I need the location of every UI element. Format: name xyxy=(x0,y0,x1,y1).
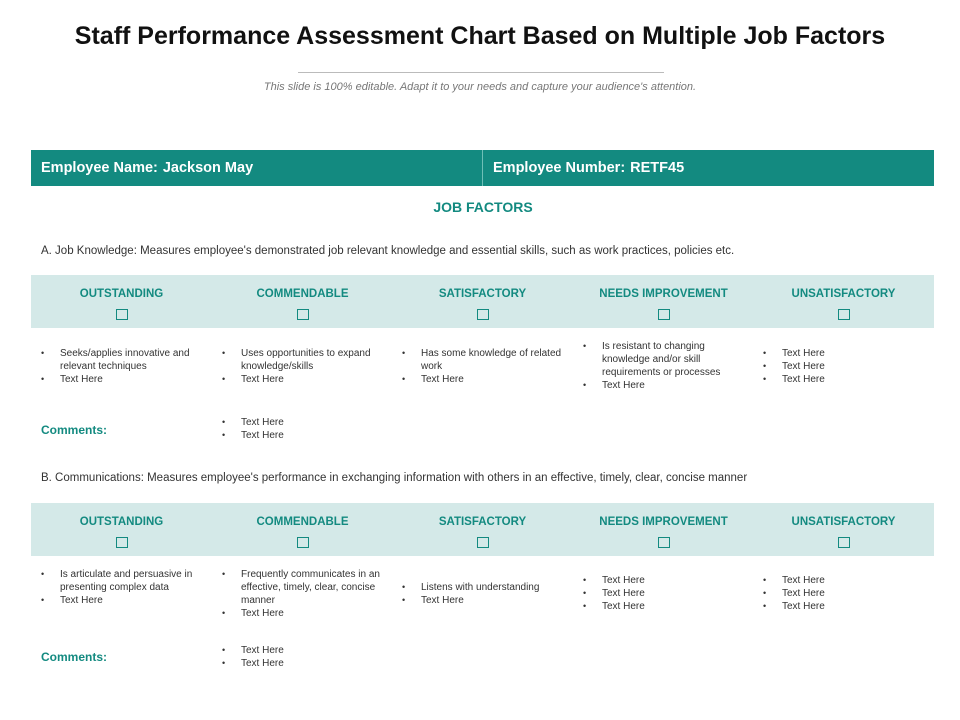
rating-outstanding xyxy=(31,275,212,328)
title-divider xyxy=(298,72,664,73)
rating-commendable xyxy=(212,503,393,556)
list-item: • Listens with understanding xyxy=(402,581,567,594)
employee-name-value: Jackson May xyxy=(162,160,254,176)
factor-description: B. Communications: Measures employee's performance in exchanging information with others in an effective, timely, clear, concise manner xyxy=(41,472,748,484)
list-item: • Text Here xyxy=(763,373,923,386)
rating-needs-improvement xyxy=(573,503,754,556)
rating-outstanding xyxy=(31,503,212,556)
list-item: • Text Here xyxy=(402,594,567,607)
list-item: • Text Here xyxy=(222,416,382,429)
rating-checkbox[interactable] xyxy=(477,537,489,548)
list-item: • Text Here xyxy=(222,373,382,386)
comments-list xyxy=(222,416,382,442)
list-item: • Text Here xyxy=(763,347,923,360)
rating-label: OUTSTANDING xyxy=(79,288,164,300)
list-item: • Text Here xyxy=(763,600,923,613)
employee-number-label: Employee Number: xyxy=(493,160,626,176)
page-title: Staff Performance Assessment Chart Based on Multiple Job Factors xyxy=(74,22,886,50)
list-item: • Text Here xyxy=(222,657,382,670)
rating-unsatisfactory xyxy=(753,503,934,556)
rating-checkbox[interactable] xyxy=(477,309,489,320)
employee-header-bar xyxy=(31,150,934,186)
criteria-list-commendable xyxy=(222,568,384,620)
rating-checkbox[interactable] xyxy=(658,309,670,320)
list-item: • Text Here xyxy=(763,587,923,600)
list-item: • Text Here xyxy=(583,600,743,613)
rating-unsatisfactory xyxy=(753,275,934,328)
rating-checkbox[interactable] xyxy=(838,537,850,548)
list-item: • Text Here xyxy=(41,373,201,386)
rating-band xyxy=(31,275,934,328)
employee-number-cell xyxy=(483,150,684,186)
list-item: • Text Here xyxy=(583,574,743,587)
list-item: • Has some knowledge of related work xyxy=(402,347,562,373)
rating-label: OUTSTANDING xyxy=(79,516,164,528)
rating-satisfactory xyxy=(392,275,573,328)
rating-label: NEEDS IMPROVEMENT xyxy=(599,288,728,300)
employee-name-label: Employee Name: xyxy=(41,160,158,176)
rating-label: COMMENDABLE xyxy=(256,288,349,300)
list-item: • Is articulate and persuasive in presenting complex data xyxy=(41,568,206,594)
list-item: • Text Here xyxy=(763,360,923,373)
criteria-list-commendable xyxy=(222,347,382,386)
rating-needs-improvement xyxy=(573,275,754,328)
comments-label: Comments: xyxy=(41,650,108,664)
list-item: • Seeks/applies innovative and relevant techniques xyxy=(41,347,201,373)
list-item: • Is resistant to changing knowledge and/or skill requirements or processes xyxy=(583,340,745,379)
employee-number-value: RETF45 xyxy=(630,160,685,176)
criteria-list-satisfactory xyxy=(402,581,567,607)
criteria-list-needs-improvement xyxy=(583,340,745,392)
job-factors-heading: JOB FACTORS xyxy=(433,199,533,215)
comments-label: Comments: xyxy=(41,423,108,437)
list-item: • Uses opportunities to expand knowledge/skills xyxy=(222,347,382,373)
rating-checkbox[interactable] xyxy=(116,309,128,320)
list-item: • Text Here xyxy=(222,644,382,657)
rating-label: UNSATISFACTORY xyxy=(791,288,896,300)
rating-label: SATISFACTORY xyxy=(438,516,527,528)
rating-checkbox[interactable] xyxy=(838,309,850,320)
list-item: • Text Here xyxy=(402,373,562,386)
list-item: • Frequently communicates in an effective, timely, clear, concise manner xyxy=(222,568,384,607)
list-item: • Text Here xyxy=(41,594,206,607)
criteria-list-outstanding xyxy=(41,568,206,607)
list-item: • Text Here xyxy=(763,574,923,587)
list-item: • Text Here xyxy=(222,429,382,442)
rating-satisfactory xyxy=(392,503,573,556)
rating-checkbox[interactable] xyxy=(116,537,128,548)
rating-band xyxy=(31,503,934,556)
subtitle: This slide is 100% editable. Adapt it to your needs and capture your audience's attention. xyxy=(263,81,697,93)
comments-list xyxy=(222,644,382,670)
rating-checkbox[interactable] xyxy=(297,309,309,320)
rating-checkbox[interactable] xyxy=(297,537,309,548)
rating-checkbox[interactable] xyxy=(658,537,670,548)
list-item: • Text Here xyxy=(583,587,743,600)
rating-commendable xyxy=(212,275,393,328)
criteria-list-satisfactory xyxy=(402,347,562,386)
rating-label: NEEDS IMPROVEMENT xyxy=(599,516,728,528)
criteria-list-needs-improvement xyxy=(583,574,743,613)
criteria-list-outstanding xyxy=(41,347,201,386)
criteria-list-unsatisfactory xyxy=(763,347,923,386)
employee-name-cell xyxy=(31,150,483,186)
criteria-list-unsatisfactory xyxy=(763,574,923,613)
rating-label: UNSATISFACTORY xyxy=(791,516,896,528)
rating-label: SATISFACTORY xyxy=(438,288,527,300)
list-item: • Text Here xyxy=(222,607,384,620)
factor-description: A. Job Knowledge: Measures employee's demonstrated job relevant knowledge and essential skills, such as work practices, policies etc. xyxy=(41,245,735,257)
list-item: • Text Here xyxy=(583,379,745,392)
rating-label: COMMENDABLE xyxy=(256,516,349,528)
